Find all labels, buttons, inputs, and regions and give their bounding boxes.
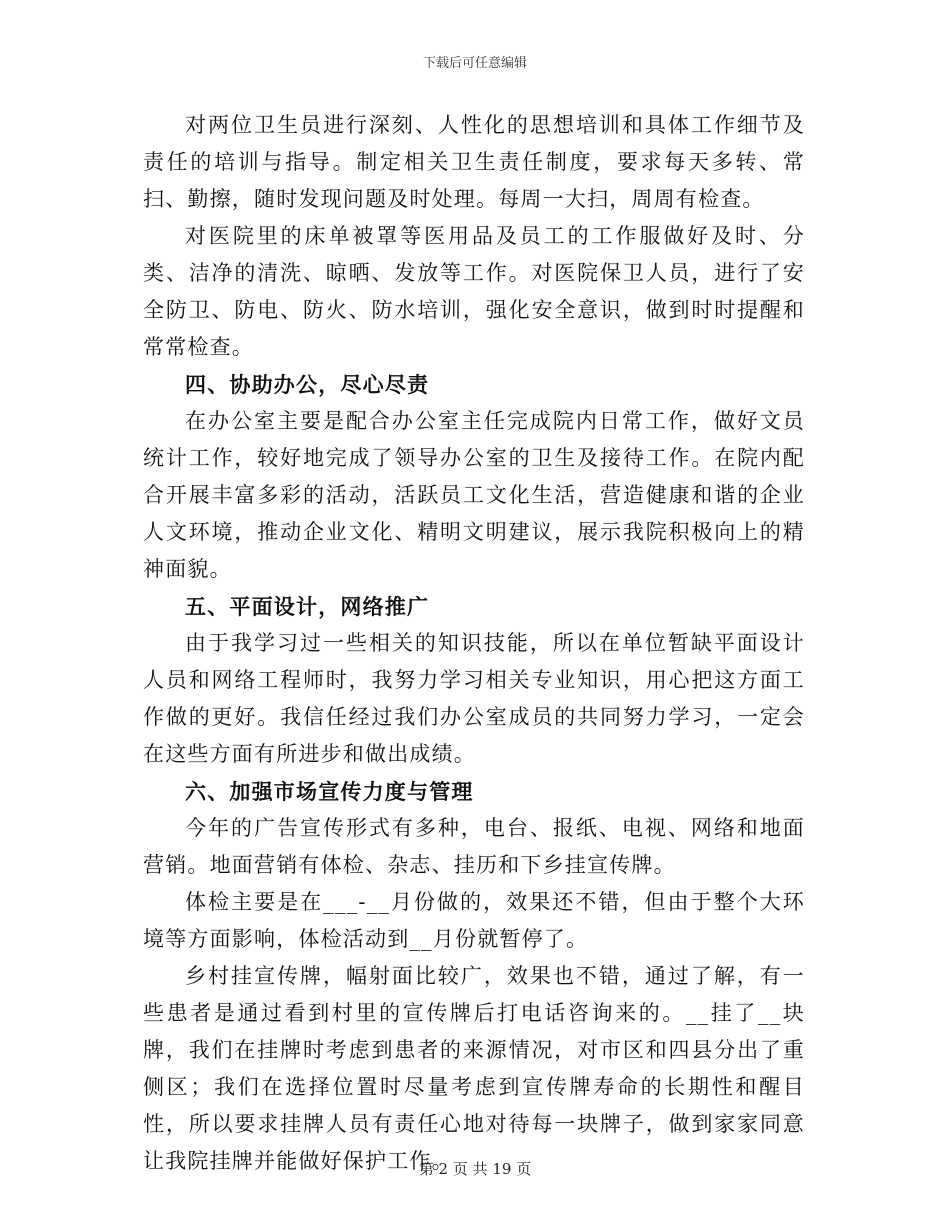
paragraph-sanitation-training: 对两位卫生员进行深刻、人性化的思想培训和具体工作细节及责任的培训与指导。制定相关卫生责任制度，要求每天多转、常扫、勤擦，随时发现问题及时处理。每周一大扫，周周有检查。 — [143, 113, 805, 211]
paragraph-village-signs: 乡村挂宣传牌，幅射面比较广，效果也不错，通过了解，有一些患者是通过看到村里的宣传牌后打电话咨询来的。__挂了__块牌，我们在挂牌时考虑到患者的来源情况，对市区和四县分出了重侧区；我们在选择位置时尽量考虑到宣传牌寿命的长期性和醒目性，所以要求挂牌人员有责任心地对待每一块牌子，做到家家同意让我院挂牌并能做好保护工作。 — [143, 964, 805, 1173]
section-heading-4: 四、协助办公，尽心尽责 — [185, 372, 430, 397]
section-heading-6: 六、加强市场宣传力度与管理 — [185, 779, 474, 804]
paragraph-graphic-design: 由于我学习过一些相关的知识技能，所以在单位暂缺平面设计人员和网络工程师时，我努力学习相关专业知识，用心把这方面工作做的更好。我信任经过我们办公室成员的共同努力学习，一定会在这些方面有所进步和做出成绩。 — [143, 631, 805, 766]
paragraph-office-assist: 在办公室主要是配合办公室主任完成院内日常工作，做好文员统计工作，较好地完成了领导办公室的卫生及接待工作。在院内配合开展丰富多彩的活动，活跃员工文化生活，营造健康和谐的企业人文环境，推动企业文化、精明文明建议，展示我院积极向上的精神面貌。 — [143, 409, 805, 581]
paragraph-health-check: 体检主要是在___-__月份做的，效果还不错，但由于整个大环境等方面影响，体检活动到__月份就暂停了。 — [143, 890, 805, 951]
page-footer: 第 2 页 共 19 页 — [418, 1160, 532, 1178]
page-header: 下载后可任意编辑 — [422, 56, 527, 71]
document-body — [143, 107, 805, 1180]
paragraph-linen-security: 对医院里的床单被罩等医用品及员工的工作服做好及时、分类、洁净的清洗、晾晒、发放等工作。对医院保卫人员，进行了安全防卫、防电、防火、防水培训，强化安全意识，做到时时提醒和常常检查。 — [143, 224, 805, 359]
section-heading-5: 五、平面设计，网络推广 — [185, 594, 430, 619]
paragraph-ad-forms: 今年的广告宣传形式有多种，电台、报纸、电视、网络和地面营销。地面营销有体检、杂志、挂历和下乡挂宣传牌。 — [143, 816, 805, 877]
